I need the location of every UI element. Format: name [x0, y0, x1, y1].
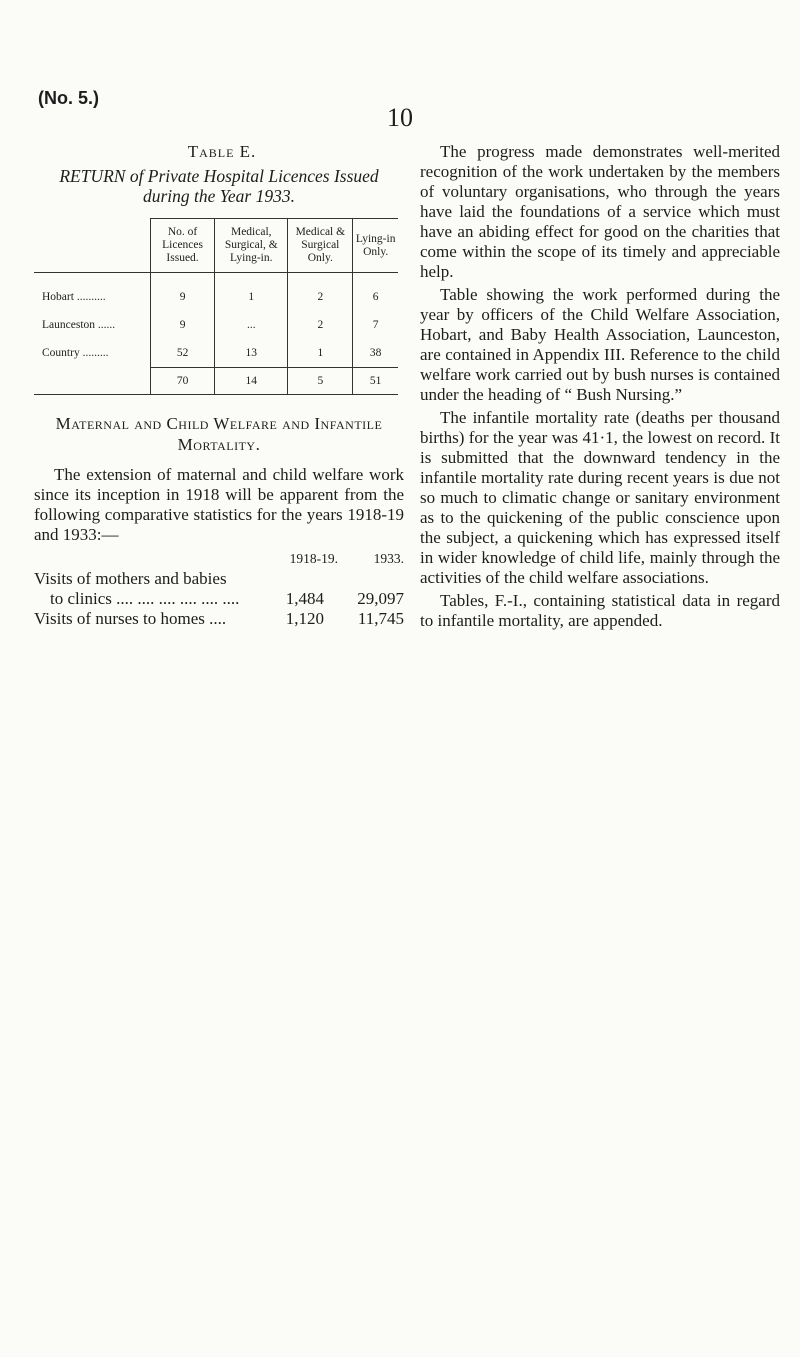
total-cell: 70 — [151, 368, 215, 395]
table-row — [34, 339, 398, 368]
row-name-blank — [34, 368, 151, 395]
table-cell: 2 — [288, 311, 353, 339]
table-cell: 13 — [215, 339, 288, 368]
total-cell: 14 — [215, 368, 288, 395]
total-cell: 51 — [353, 368, 398, 395]
table-cell: 6 — [353, 273, 398, 312]
table-cell: 9 — [151, 311, 215, 339]
row-name: Country ......... — [42, 347, 109, 360]
right-column — [420, 142, 780, 631]
table-cell: 1 — [288, 339, 353, 368]
table-header-row — [34, 219, 398, 273]
section-heading: Maternal and Child Welfare and Infantile Mortality. — [55, 414, 383, 454]
year-header: 1933. — [373, 551, 404, 566]
table-total-row — [34, 368, 398, 395]
stats-row — [34, 609, 404, 629]
page-number: 10 — [387, 103, 413, 132]
stats-row — [34, 589, 404, 609]
comparative-statistics — [34, 549, 404, 629]
table-bottom-rule — [34, 394, 398, 395]
stats-value: 1,484 — [285, 589, 324, 608]
stats-value: 11,745 — [357, 609, 404, 628]
stats-label: Visits of mothers and babies — [34, 569, 227, 588]
row-name: Launceston ...... — [42, 319, 116, 331]
table-row — [34, 311, 398, 339]
table-title: RETURN of Private Hospital Licences Issued during the Year 1933. — [59, 166, 379, 206]
table-cell: 1 — [215, 273, 288, 312]
licences-table — [34, 218, 398, 395]
table-cell: 9 — [151, 273, 215, 312]
table-cell: ... — [215, 311, 288, 339]
table-cell: 7 — [353, 311, 398, 339]
series-number: (No. 5.) — [38, 88, 99, 108]
table-label: Table E. — [187, 142, 257, 161]
intro-paragraph: The extension of maternal and child welfare work since its inception in 1918 will be apparent from the following comparative statistics for the years 1918-19 and 1933:— — [34, 465, 404, 544]
column-header: No. of Licences Issued. — [151, 219, 215, 273]
stats-value: 29,097 — [357, 589, 404, 608]
body-paragraph: Tables, F.-I., containing statistical data in regard to infantile mortality, are appended. — [420, 591, 780, 630]
stats-value: 1,120 — [285, 609, 324, 628]
body-paragraph: Table showing the work performed during the year by officers of the Child Welfare Association, Hobart, and Baby Health Association, Launceston, are contained in Appendix III. Reference to the child welfare work carried out by bush nurses is contained under the heading of “ Bush Nursing.” — [420, 285, 780, 404]
stats-label: to clinics .... .... .... .... .... .... — [50, 589, 240, 608]
year-header: 1918-19. — [289, 551, 338, 566]
stats-row — [34, 569, 404, 589]
table-cell: 2 — [288, 273, 353, 312]
body-paragraph: The progress made demonstrates well-merited recognition of the work undertaken by the members of voluntary organisations, who through the years have laid the foundations of a service which must have an abiding effect for good on the charities that come within the scope of its timely and appreciable help. — [420, 142, 780, 281]
column-header: Lying-in Only. — [353, 219, 398, 273]
table-cell: 38 — [353, 339, 398, 368]
table-row — [34, 273, 398, 312]
body-paragraph: The infantile mortality rate (deaths per thousand births) for the year was 41·1, the lowest on record. It is submitted that the downward tendency in the infantile mortality rate during recent years is due not so much to climatic change or sanitary environment as to the quickening of the public conscience upon the subject, a quickening which has expressed itself in wider knowledge of child life, mainly through the activities of the child welfare associations. — [420, 408, 780, 587]
stats-year-headers — [34, 549, 404, 569]
row-header-blank — [34, 219, 151, 273]
left-column — [34, 142, 404, 629]
column-header: Medical, Surgical, & Lying-in. — [215, 219, 288, 273]
total-cell: 5 — [288, 368, 353, 395]
table-cell: 52 — [151, 339, 215, 368]
column-header: Medical & Surgical Only. — [288, 219, 353, 273]
stats-label: Visits of nurses to homes .... — [34, 609, 227, 628]
row-name: Hobart .......... — [42, 291, 106, 303]
